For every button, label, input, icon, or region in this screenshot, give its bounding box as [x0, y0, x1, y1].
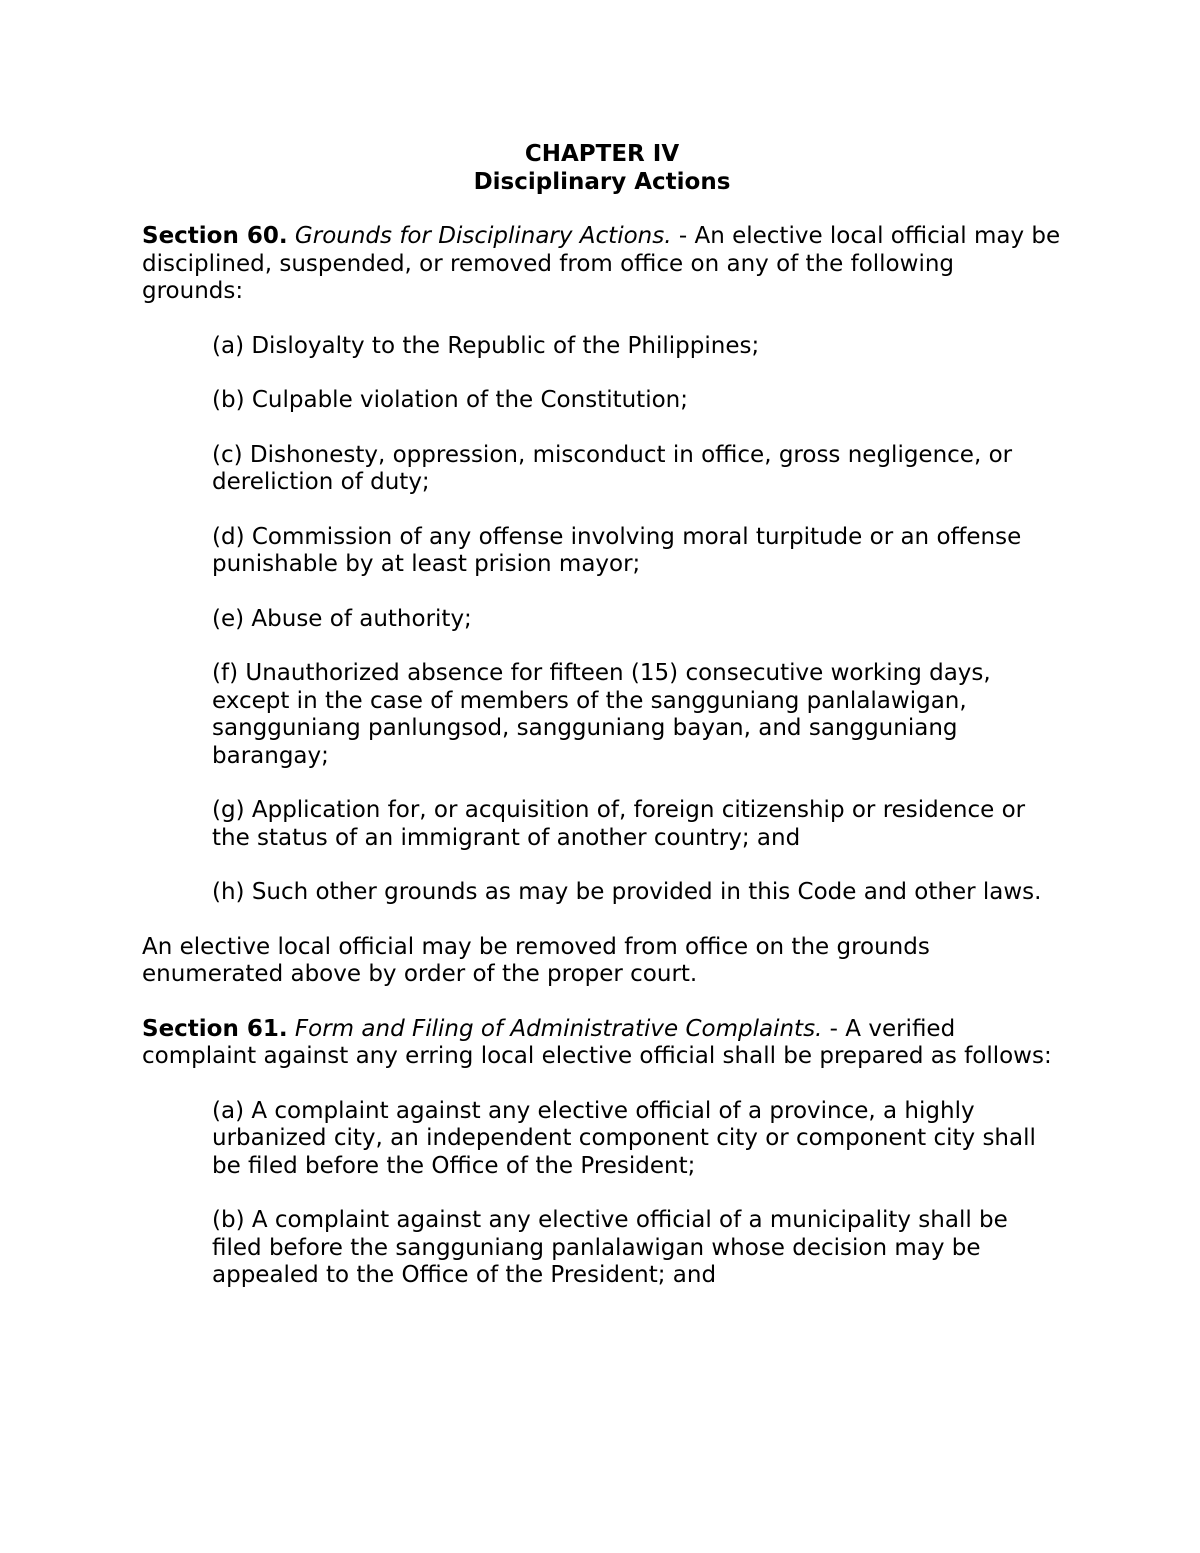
section-61-label: Section 61.: [142, 1015, 288, 1042]
section-60-closing: An elective local official may be removed from office on the grounds enumerated above by order of the proper court.: [142, 933, 930, 987]
section-60-item-h: (h) Such other grounds as may be provided in this Code and other laws.: [212, 879, 1042, 905]
section-60-intro: - An elective local official may be disciplined, suspended, or removed from office on any of the following grounds:: [142, 223, 1061, 304]
section-61-heading: [142, 1016, 1062, 1071]
section-61-title: Form and Filing of Administrative Complaints.: [294, 1015, 823, 1042]
chapter-number: CHAPTER IV: [524, 141, 680, 167]
section-60-item-e: (e) Abuse of authority;: [212, 605, 472, 632]
section-60-item-f: (f) Unauthorized absence for fifteen (15) consecutive working days, except in the case of members of the sangguniang panlalawigan, sangguniang panlungsod, sangguniang bayan, and sangguniang barangay;: [212, 660, 991, 769]
section-60-item-a: (a) Disloyalty to the Republic of the Philippines;: [212, 332, 760, 359]
chapter-title: Disciplinary Actions: [473, 169, 731, 195]
section-60-item-b: (b) Culpable violation of the Constitution;: [212, 387, 688, 413]
section-61-intro: - A verified complaint against any erring local elective official shall be prepared as follows:: [142, 1015, 1052, 1069]
section-61-item-b: (b) A complaint against any elective official of a municipality shall be filed before the sangguniang panlalawigan whose decision may be appealed to the Office of the President; and: [212, 1207, 1008, 1288]
section-60-title: Grounds for Disciplinary Actions.: [294, 223, 672, 249]
section-60-item-c: (c) Dishonesty, oppression, misconduct in office, gross negligence, or dereliction of duty;: [212, 441, 1013, 495]
section-61-item-a: (a) A complaint against any elective official of a province, a highly urbanized city, an independent component city or component city shall be filed before the Office of the President;: [212, 1097, 1036, 1179]
section-60-item-d: (d) Commission of any offense involving moral turpitude or an offense punishable by at least prision mayor;: [212, 523, 1022, 577]
section-60-item-g: (g) Application for, or acquisition of, foreign citizenship or residence or the status of an immigrant of another country; and: [212, 797, 1026, 851]
document-page: [142, 140, 1062, 1290]
section-60-label: Section 60.: [142, 223, 288, 249]
section-60-heading: [142, 223, 1062, 306]
